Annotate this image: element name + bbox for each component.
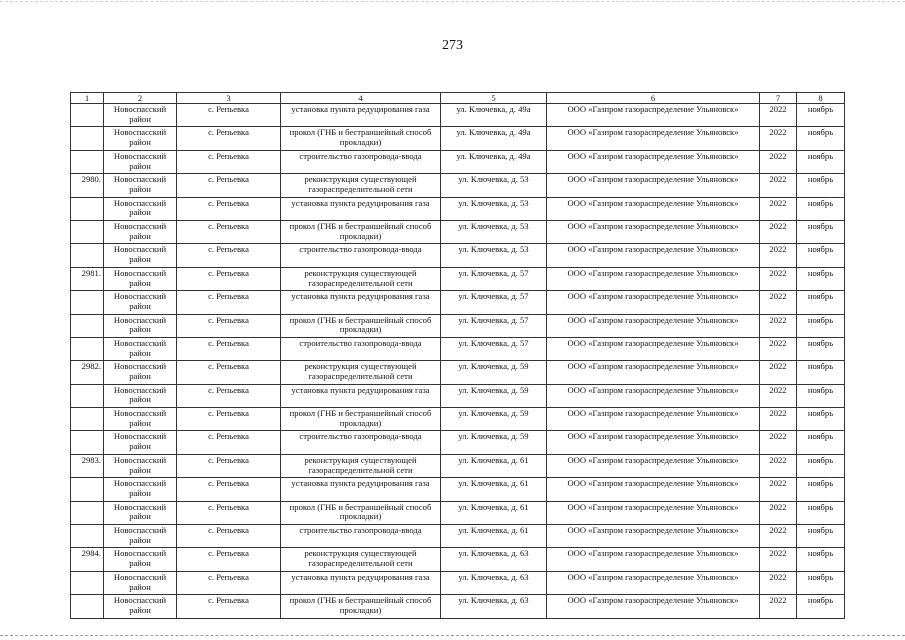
month-cell: ноябрь bbox=[797, 267, 845, 290]
row-number-cell bbox=[71, 595, 104, 618]
year-cell: 2022 bbox=[760, 478, 797, 501]
organization-cell: ООО «Газпром газораспределение Ульяновск» bbox=[547, 104, 760, 127]
address-cell: ул. Ключевка, д. 61 bbox=[441, 454, 547, 477]
header-cell: 5 bbox=[441, 93, 547, 104]
work-type-cell: реконструкция существующей газораспределительной сети bbox=[281, 454, 441, 477]
work-type-cell: прокол (ГНБ и бестраншейный способ прокладки) bbox=[281, 220, 441, 243]
organization-cell: ООО «Газпром газораспределение Ульяновск» bbox=[547, 595, 760, 618]
month-cell: ноябрь bbox=[797, 291, 845, 314]
table-row bbox=[71, 337, 845, 360]
row-number-cell bbox=[71, 384, 104, 407]
organization-cell: ООО «Газпром газораспределение Ульяновск» bbox=[547, 337, 760, 360]
settlement-cell: с. Репьевка bbox=[177, 291, 281, 314]
organization-cell: ООО «Газпром газораспределение Ульяновск» bbox=[547, 478, 760, 501]
address-cell: ул. Ключевка, д. 57 bbox=[441, 267, 547, 290]
district-cell: Новоспасский район bbox=[104, 525, 177, 548]
row-number-cell bbox=[71, 478, 104, 501]
row-number-cell bbox=[71, 571, 104, 594]
settlement-cell: с. Репьевка bbox=[177, 174, 281, 197]
table-row bbox=[71, 174, 845, 197]
organization-cell: ООО «Газпром газораспределение Ульяновск» bbox=[547, 127, 760, 150]
district-cell: Новоспасский район bbox=[104, 197, 177, 220]
table-row bbox=[71, 267, 845, 290]
month-cell: ноябрь bbox=[797, 478, 845, 501]
table-body bbox=[71, 104, 845, 619]
district-cell: Новоспасский район bbox=[104, 478, 177, 501]
row-number-cell bbox=[71, 220, 104, 243]
settlement-cell: с. Репьевка bbox=[177, 571, 281, 594]
address-cell: ул. Ключевка, д. 59 bbox=[441, 384, 547, 407]
year-cell: 2022 bbox=[760, 361, 797, 384]
table-row bbox=[71, 525, 845, 548]
address-cell: ул. Ключевка, д. 49а bbox=[441, 127, 547, 150]
header-cell: 8 bbox=[797, 93, 845, 104]
district-cell: Новоспасский район bbox=[104, 408, 177, 431]
month-cell: ноябрь bbox=[797, 337, 845, 360]
organization-cell: ООО «Газпром газораспределение Ульяновск» bbox=[547, 220, 760, 243]
settlement-cell: с. Репьевка bbox=[177, 478, 281, 501]
settlement-cell: с. Репьевка bbox=[177, 267, 281, 290]
district-cell: Новоспасский район bbox=[104, 220, 177, 243]
organization-cell: ООО «Газпром газораспределение Ульяновск» bbox=[547, 150, 760, 173]
work-type-cell: строительство газопровода-ввода bbox=[281, 337, 441, 360]
row-number-cell bbox=[71, 337, 104, 360]
month-cell: ноябрь bbox=[797, 571, 845, 594]
year-cell: 2022 bbox=[760, 571, 797, 594]
month-cell: ноябрь bbox=[797, 501, 845, 524]
header-row bbox=[71, 93, 845, 104]
organization-cell: ООО «Газпром газораспределение Ульяновск» bbox=[547, 384, 760, 407]
scan-edge-top bbox=[0, 1, 905, 3]
register-table bbox=[70, 92, 845, 619]
settlement-cell: с. Репьевка bbox=[177, 384, 281, 407]
organization-cell: ООО «Газпром газораспределение Ульяновск» bbox=[547, 314, 760, 337]
month-cell: ноябрь bbox=[797, 104, 845, 127]
row-number-cell bbox=[71, 431, 104, 454]
work-type-cell: установка пункта редуцирования газа bbox=[281, 478, 441, 501]
address-cell: ул. Ключевка, д. 63 bbox=[441, 595, 547, 618]
year-cell: 2022 bbox=[760, 291, 797, 314]
address-cell: ул. Ключевка, д. 53 bbox=[441, 244, 547, 267]
table-row bbox=[71, 571, 845, 594]
table-row bbox=[71, 361, 845, 384]
district-cell: Новоспасский район bbox=[104, 314, 177, 337]
month-cell: ноябрь bbox=[797, 408, 845, 431]
work-type-cell: прокол (ГНБ и бестраншейный способ прокладки) bbox=[281, 408, 441, 431]
year-cell: 2022 bbox=[760, 454, 797, 477]
year-cell: 2022 bbox=[760, 150, 797, 173]
row-number-cell bbox=[71, 127, 104, 150]
table-row bbox=[71, 291, 845, 314]
year-cell: 2022 bbox=[760, 314, 797, 337]
year-cell: 2022 bbox=[760, 384, 797, 407]
row-number-cell bbox=[71, 197, 104, 220]
work-type-cell: реконструкция существующей газораспределительной сети bbox=[281, 361, 441, 384]
page-number: 273 bbox=[442, 38, 463, 53]
row-number-cell: 2983. bbox=[71, 454, 104, 477]
district-cell: Новоспасский район bbox=[104, 548, 177, 571]
table-row bbox=[71, 501, 845, 524]
address-cell: ул. Ключевка, д. 53 bbox=[441, 174, 547, 197]
work-type-cell: установка пункта редуцирования газа bbox=[281, 291, 441, 314]
organization-cell: ООО «Газпром газораспределение Ульяновск» bbox=[547, 571, 760, 594]
table-row bbox=[71, 478, 845, 501]
settlement-cell: с. Репьевка bbox=[177, 361, 281, 384]
year-cell: 2022 bbox=[760, 267, 797, 290]
settlement-cell: с. Репьевка bbox=[177, 501, 281, 524]
work-type-cell: прокол (ГНБ и бестраншейный способ прокладки) bbox=[281, 314, 441, 337]
work-type-cell: прокол (ГНБ и бестраншейный способ прокладки) bbox=[281, 595, 441, 618]
row-number-cell: 2981. bbox=[71, 267, 104, 290]
row-number-cell bbox=[71, 104, 104, 127]
address-cell: ул. Ключевка, д. 53 bbox=[441, 220, 547, 243]
organization-cell: ООО «Газпром газораспределение Ульяновск» bbox=[547, 525, 760, 548]
row-number-cell bbox=[71, 408, 104, 431]
organization-cell: ООО «Газпром газораспределение Ульяновск» bbox=[547, 361, 760, 384]
district-cell: Новоспасский район bbox=[104, 150, 177, 173]
table-row bbox=[71, 595, 845, 618]
district-cell: Новоспасский район bbox=[104, 571, 177, 594]
header-cell: 3 bbox=[177, 93, 281, 104]
settlement-cell: с. Репьевка bbox=[177, 454, 281, 477]
work-type-cell: установка пункта редуцирования газа bbox=[281, 571, 441, 594]
organization-cell: ООО «Газпром газораспределение Ульяновск» bbox=[547, 408, 760, 431]
month-cell: ноябрь bbox=[797, 384, 845, 407]
row-number-cell: 2982. bbox=[71, 361, 104, 384]
table-row bbox=[71, 408, 845, 431]
header-cell: 1 bbox=[71, 93, 104, 104]
work-type-cell: строительство газопровода-ввода bbox=[281, 244, 441, 267]
work-type-cell: реконструкция существующей газораспределительной сети bbox=[281, 174, 441, 197]
settlement-cell: с. Репьевка bbox=[177, 408, 281, 431]
row-number-cell bbox=[71, 501, 104, 524]
month-cell: ноябрь bbox=[797, 174, 845, 197]
table-row bbox=[71, 150, 845, 173]
year-cell: 2022 bbox=[760, 104, 797, 127]
district-cell: Новоспасский район bbox=[104, 595, 177, 618]
district-cell: Новоспасский район bbox=[104, 291, 177, 314]
organization-cell: ООО «Газпром газораспределение Ульяновск» bbox=[547, 267, 760, 290]
address-cell: ул. Ключевка, д. 59 bbox=[441, 408, 547, 431]
year-cell: 2022 bbox=[760, 548, 797, 571]
month-cell: ноябрь bbox=[797, 548, 845, 571]
organization-cell: ООО «Газпром газораспределение Ульяновск» bbox=[547, 548, 760, 571]
work-type-cell: реконструкция существующей газораспределительной сети bbox=[281, 548, 441, 571]
month-cell: ноябрь bbox=[797, 361, 845, 384]
work-type-cell: установка пункта редуцирования газа bbox=[281, 197, 441, 220]
header-cell: 7 bbox=[760, 93, 797, 104]
header-cell: 6 bbox=[547, 93, 760, 104]
table-row bbox=[71, 197, 845, 220]
organization-cell: ООО «Газпром газораспределение Ульяновск» bbox=[547, 174, 760, 197]
table-row bbox=[71, 548, 845, 571]
settlement-cell: с. Репьевка bbox=[177, 244, 281, 267]
address-cell: ул. Ключевка, д. 57 bbox=[441, 314, 547, 337]
month-cell: ноябрь bbox=[797, 431, 845, 454]
settlement-cell: с. Репьевка bbox=[177, 104, 281, 127]
address-cell: ул. Ключевка, д. 61 bbox=[441, 525, 547, 548]
settlement-cell: с. Репьевка bbox=[177, 220, 281, 243]
table-row bbox=[71, 384, 845, 407]
scan-edge-bottom bbox=[0, 635, 905, 638]
work-type-cell: реконструкция существующей газораспределительной сети bbox=[281, 267, 441, 290]
row-number-cell bbox=[71, 314, 104, 337]
year-cell: 2022 bbox=[760, 431, 797, 454]
row-number-cell: 2984. bbox=[71, 548, 104, 571]
district-cell: Новоспасский район bbox=[104, 384, 177, 407]
table-row bbox=[71, 431, 845, 454]
address-cell: ул. Ключевка, д. 49а bbox=[441, 150, 547, 173]
district-cell: Новоспасский район bbox=[104, 174, 177, 197]
row-number-cell bbox=[71, 291, 104, 314]
address-cell: ул. Ключевка, д. 59 bbox=[441, 431, 547, 454]
table-row bbox=[71, 127, 845, 150]
address-cell: ул. Ключевка, д. 61 bbox=[441, 501, 547, 524]
district-cell: Новоспасский район bbox=[104, 104, 177, 127]
district-cell: Новоспасский район bbox=[104, 244, 177, 267]
month-cell: ноябрь bbox=[797, 525, 845, 548]
address-cell: ул. Ключевка, д. 61 bbox=[441, 478, 547, 501]
work-type-cell: установка пункта редуцирования газа bbox=[281, 384, 441, 407]
settlement-cell: с. Репьевка bbox=[177, 197, 281, 220]
year-cell: 2022 bbox=[760, 525, 797, 548]
organization-cell: ООО «Газпром газораспределение Ульяновск» bbox=[547, 454, 760, 477]
address-cell: ул. Ключевка, д. 57 bbox=[441, 291, 547, 314]
settlement-cell: с. Репьевка bbox=[177, 150, 281, 173]
year-cell: 2022 bbox=[760, 501, 797, 524]
month-cell: ноябрь bbox=[797, 595, 845, 618]
table-row bbox=[71, 314, 845, 337]
district-cell: Новоспасский район bbox=[104, 431, 177, 454]
row-number-cell bbox=[71, 150, 104, 173]
table-row bbox=[71, 454, 845, 477]
month-cell: ноябрь bbox=[797, 244, 845, 267]
year-cell: 2022 bbox=[760, 197, 797, 220]
year-cell: 2022 bbox=[760, 408, 797, 431]
address-cell: ул. Ключевка, д. 59 bbox=[441, 361, 547, 384]
address-cell: ул. Ключевка, д. 63 bbox=[441, 548, 547, 571]
month-cell: ноябрь bbox=[797, 127, 845, 150]
year-cell: 2022 bbox=[760, 127, 797, 150]
table-row bbox=[71, 220, 845, 243]
address-cell: ул. Ключевка, д. 53 bbox=[441, 197, 547, 220]
district-cell: Новоспасский район bbox=[104, 501, 177, 524]
settlement-cell: с. Репьевка bbox=[177, 337, 281, 360]
organization-cell: ООО «Газпром газораспределение Ульяновск» bbox=[547, 431, 760, 454]
work-type-cell: строительство газопровода-ввода bbox=[281, 150, 441, 173]
row-number-cell bbox=[71, 525, 104, 548]
row-number-cell bbox=[71, 244, 104, 267]
settlement-cell: с. Репьевка bbox=[177, 595, 281, 618]
district-cell: Новоспасский район bbox=[104, 337, 177, 360]
row-number-cell: 2980. bbox=[71, 174, 104, 197]
month-cell: ноябрь bbox=[797, 454, 845, 477]
settlement-cell: с. Репьевка bbox=[177, 127, 281, 150]
address-cell: ул. Ключевка, д. 49а bbox=[441, 104, 547, 127]
organization-cell: ООО «Газпром газораспределение Ульяновск» bbox=[547, 197, 760, 220]
year-cell: 2022 bbox=[760, 595, 797, 618]
settlement-cell: с. Репьевка bbox=[177, 525, 281, 548]
header-cell: 4 bbox=[281, 93, 441, 104]
year-cell: 2022 bbox=[760, 174, 797, 197]
month-cell: ноябрь bbox=[797, 220, 845, 243]
year-cell: 2022 bbox=[760, 244, 797, 267]
address-cell: ул. Ключевка, д. 63 bbox=[441, 571, 547, 594]
district-cell: Новоспасский район bbox=[104, 454, 177, 477]
year-cell: 2022 bbox=[760, 337, 797, 360]
table-row bbox=[71, 104, 845, 127]
settlement-cell: с. Репьевка bbox=[177, 431, 281, 454]
table-row bbox=[71, 244, 845, 267]
month-cell: ноябрь bbox=[797, 314, 845, 337]
organization-cell: ООО «Газпром газораспределение Ульяновск» bbox=[547, 244, 760, 267]
month-cell: ноябрь bbox=[797, 197, 845, 220]
organization-cell: ООО «Газпром газораспределение Ульяновск» bbox=[547, 501, 760, 524]
work-type-cell: прокол (ГНБ и бестраншейный способ прокладки) bbox=[281, 127, 441, 150]
district-cell: Новоспасский район bbox=[104, 267, 177, 290]
address-cell: ул. Ключевка, д. 57 bbox=[441, 337, 547, 360]
settlement-cell: с. Репьевка bbox=[177, 314, 281, 337]
month-cell: ноябрь bbox=[797, 150, 845, 173]
district-cell: Новоспасский район bbox=[104, 361, 177, 384]
district-cell: Новоспасский район bbox=[104, 127, 177, 150]
work-type-cell: установка пункта редуцирования газа bbox=[281, 104, 441, 127]
work-type-cell: строительство газопровода-ввода bbox=[281, 525, 441, 548]
work-type-cell: прокол (ГНБ и бестраншейный способ прокладки) bbox=[281, 501, 441, 524]
work-type-cell: строительство газопровода-ввода bbox=[281, 431, 441, 454]
header-cell: 2 bbox=[104, 93, 177, 104]
organization-cell: ООО «Газпром газораспределение Ульяновск» bbox=[547, 291, 760, 314]
settlement-cell: с. Репьевка bbox=[177, 548, 281, 571]
year-cell: 2022 bbox=[760, 220, 797, 243]
